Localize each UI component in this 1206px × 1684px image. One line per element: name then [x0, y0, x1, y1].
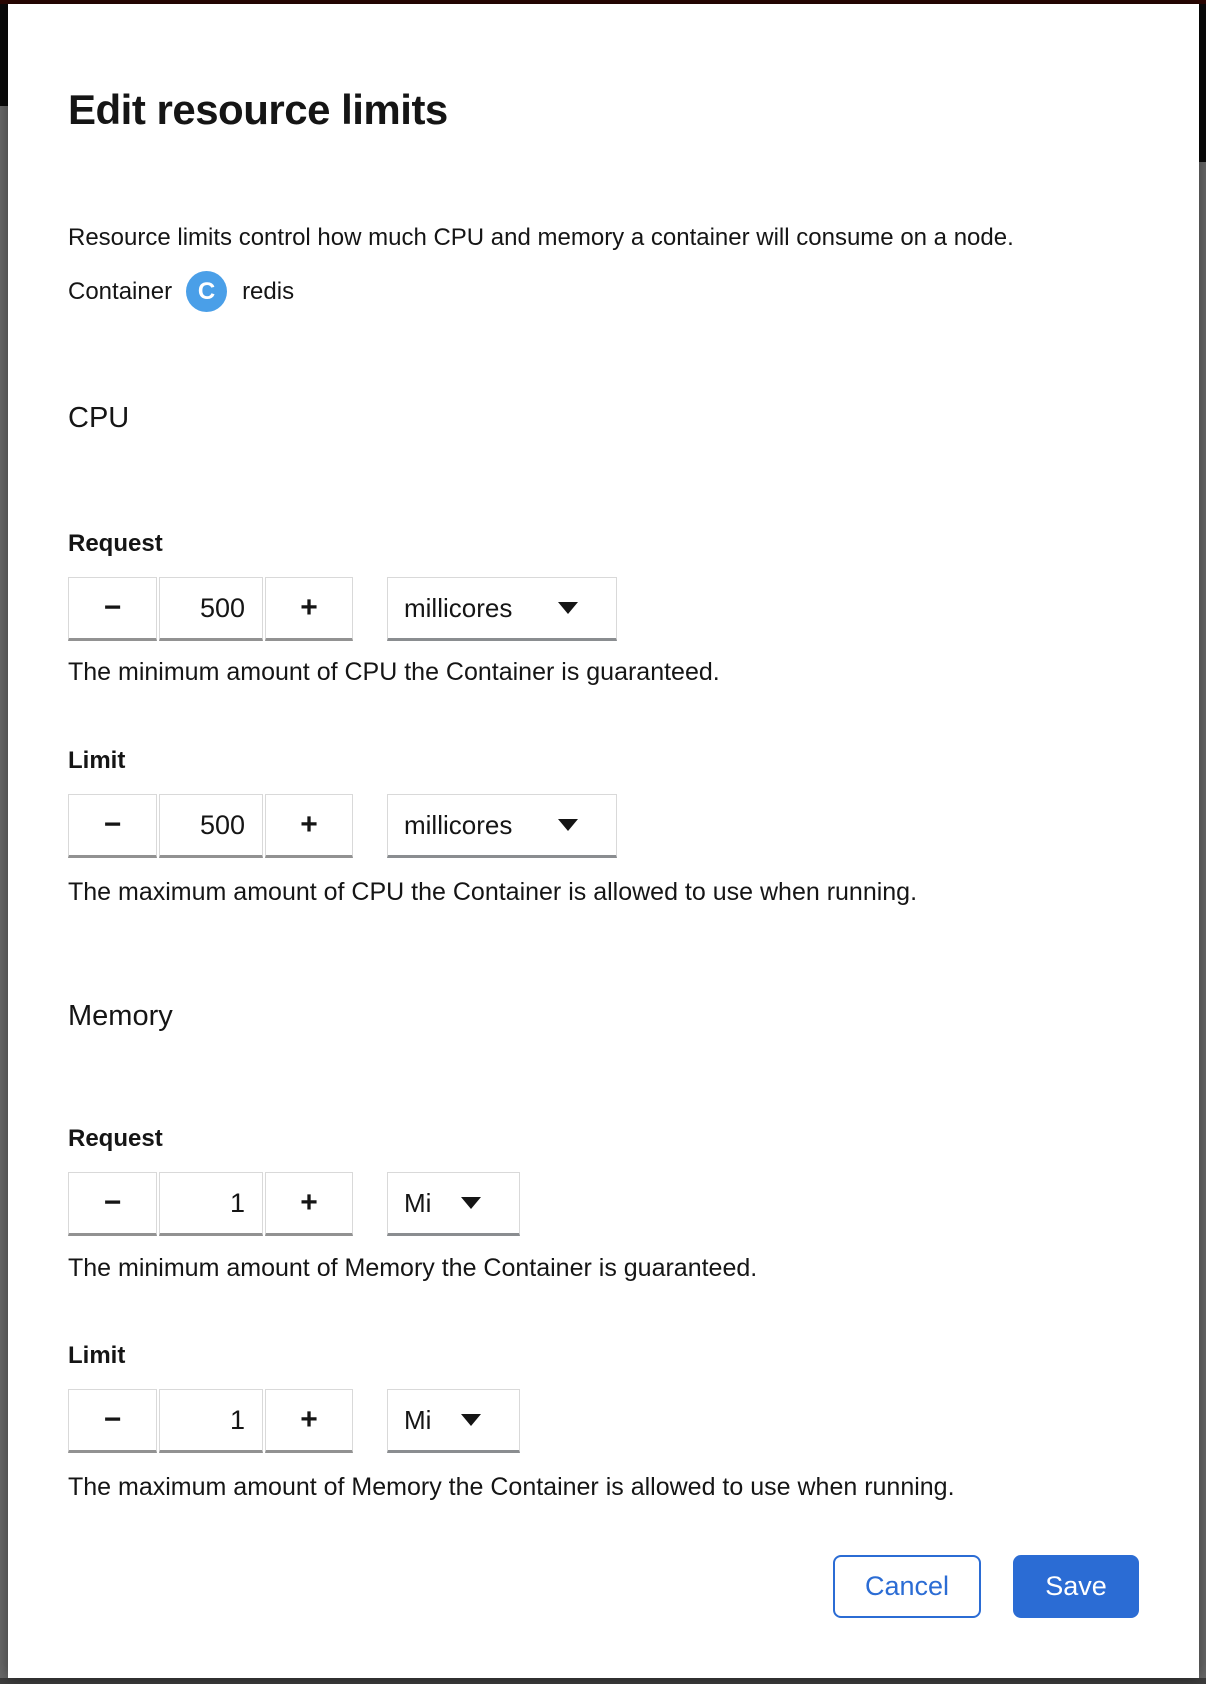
cancel-button[interactable]: Cancel — [833, 1555, 981, 1618]
memory-request-help-text: The minimum amount of Memory the Container is guaranteed. — [68, 1254, 758, 1282]
modal-actions — [68, 1555, 1139, 1618]
cpu-limit-unit-select[interactable] — [387, 794, 617, 858]
container-row — [68, 271, 1139, 312]
modal-description: Resource limits control how much CPU and memory a container will consume on a node. — [68, 224, 1014, 251]
cpu-request-input-row — [68, 577, 1139, 641]
container-badge-icon: C — [186, 271, 227, 312]
memory-request-field — [68, 1123, 1139, 1284]
cpu-request-unit-select[interactable] — [387, 577, 617, 641]
cpu-limit-label: Limit — [68, 747, 126, 774]
caret-down-icon — [558, 602, 578, 614]
container-name: redis — [242, 277, 295, 305]
modal-title: Edit resource limits — [68, 86, 448, 133]
memory-limit-value-input[interactable] — [159, 1389, 263, 1453]
caret-down-icon — [558, 819, 578, 831]
cpu-request-field — [68, 528, 1139, 688]
backdrop-bottom-strip — [0, 1678, 1206, 1684]
memory-request-value-input[interactable] — [159, 1172, 263, 1236]
memory-limit-stepper — [68, 1389, 353, 1453]
memory-limit-increment-button[interactable]: + — [265, 1389, 353, 1453]
edit-resource-limits-modal — [8, 4, 1199, 1678]
memory-limit-unit-value: Mi — [404, 1404, 432, 1435]
cpu-limit-increment-button[interactable]: + — [265, 794, 353, 858]
cpu-limit-help-text: The maximum amount of CPU the Container is allowed to use when running. — [68, 878, 918, 906]
memory-limit-field — [68, 1340, 1139, 1503]
memory-section-heading: Memory — [68, 1000, 173, 1032]
cpu-limit-value-input[interactable] — [159, 794, 263, 858]
memory-limit-decrement-button[interactable]: − — [68, 1389, 157, 1453]
cpu-limit-field — [68, 745, 1139, 908]
backdrop-left-strip — [0, 4, 8, 106]
cpu-limit-input-row — [68, 794, 1139, 858]
cpu-request-decrement-button[interactable]: − — [68, 577, 157, 641]
caret-down-icon — [461, 1197, 481, 1209]
container-label: Container — [68, 277, 173, 305]
cpu-limit-stepper — [68, 794, 353, 858]
memory-request-unit-value: Mi — [404, 1187, 432, 1218]
cpu-request-label: Request — [68, 530, 163, 557]
memory-request-decrement-button[interactable]: − — [68, 1172, 157, 1236]
cpu-section-heading: CPU — [68, 402, 130, 434]
memory-request-label: Request — [68, 1125, 163, 1152]
memory-request-stepper — [68, 1172, 353, 1236]
memory-request-unit-select[interactable] — [387, 1172, 520, 1236]
save-button[interactable]: Save — [1013, 1555, 1139, 1618]
cpu-request-value-input[interactable] — [159, 577, 263, 641]
caret-down-icon — [461, 1414, 481, 1426]
memory-limit-input-row — [68, 1389, 1139, 1453]
memory-limit-label: Limit — [68, 1342, 126, 1369]
cpu-request-help-text: The minimum amount of CPU the Container is guaranteed. — [68, 658, 720, 686]
memory-request-input-row — [68, 1172, 1139, 1236]
memory-limit-help-text: The maximum amount of Memory the Container is allowed to use when running. — [68, 1473, 955, 1501]
cpu-limit-unit-value: millicores — [404, 809, 513, 840]
memory-limit-unit-select[interactable] — [387, 1389, 520, 1453]
memory-request-increment-button[interactable]: + — [265, 1172, 353, 1236]
cpu-limit-decrement-button[interactable]: − — [68, 794, 157, 858]
backdrop-right-strip — [1199, 4, 1206, 162]
cpu-request-unit-value: millicores — [404, 592, 513, 623]
cpu-request-stepper — [68, 577, 353, 641]
cpu-request-increment-button[interactable]: + — [265, 577, 353, 641]
